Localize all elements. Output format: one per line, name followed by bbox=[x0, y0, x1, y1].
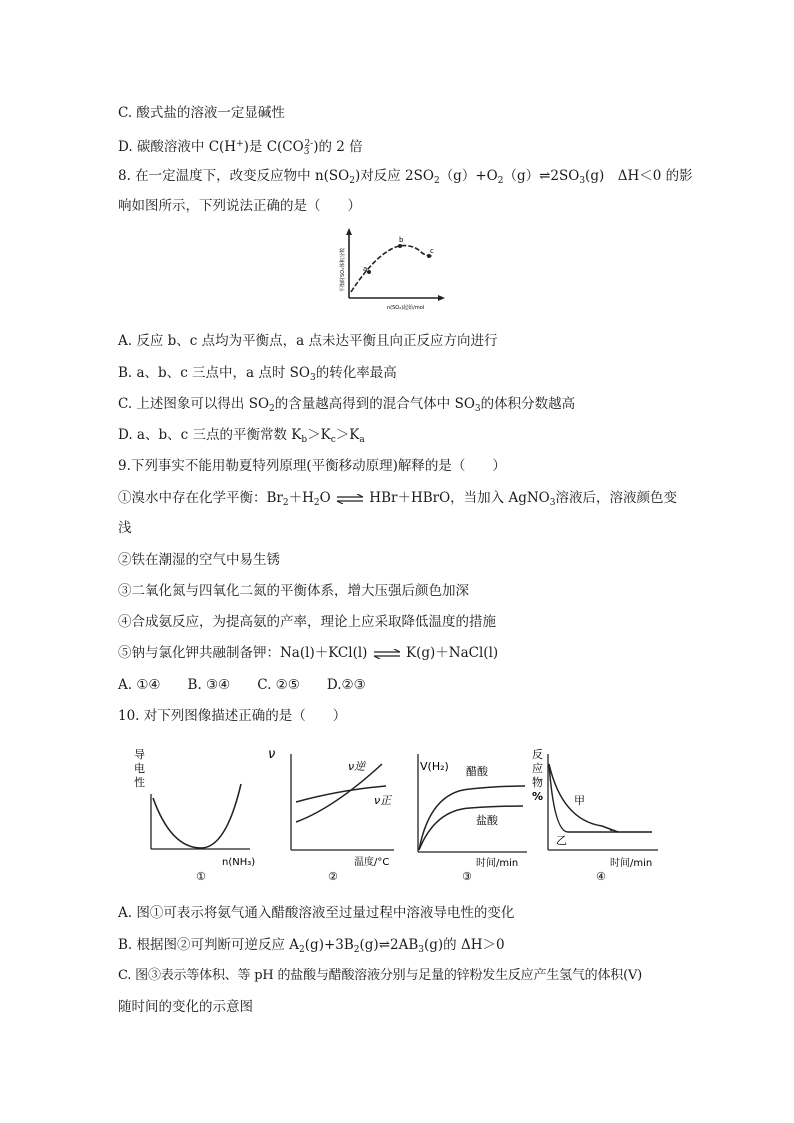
q10-option-c-line2: 随时间的变化的示意图 bbox=[118, 999, 253, 1015]
g1-ylabel-1: 导 bbox=[134, 748, 145, 761]
g4-ylabel-1: 反 bbox=[532, 748, 543, 761]
q10-graph-3 bbox=[410, 744, 535, 884]
q10-option-c: C. 图③表示等体积、等 pH 的盐酸与醋酸溶液分别与足量的锌粉发生反应产生氢气的体积(V) bbox=[118, 968, 643, 983]
g4-ylabel-4: % bbox=[532, 790, 544, 803]
g4-curve-yi bbox=[549, 764, 652, 832]
g3-number: ③ bbox=[462, 870, 472, 883]
q8-option-b: B. a、b、c 三点中，a 点时 $SO_3$的转化率最高 bbox=[118, 365, 397, 383]
g4-label-jia: 甲 bbox=[574, 794, 585, 807]
g3-ylabel: V(H₂) bbox=[420, 760, 449, 773]
q10-option-a: A. 图①可表示将氨气通入醋酸溶液至过量过程中溶液导电性的变化 bbox=[118, 905, 515, 921]
q9-item-1-line2: 浅 bbox=[118, 520, 132, 536]
q10-graph-1 bbox=[126, 744, 266, 884]
equilibrium-arrow-icon bbox=[335, 494, 365, 504]
g1-number: ① bbox=[196, 870, 206, 883]
q9-item-4: ④合成氨反应，为提高氨的产率，理论上应采取降低温度的措施 bbox=[118, 614, 496, 630]
g4-ylabel-3: 物 bbox=[532, 776, 543, 789]
g3-curve-acetic bbox=[419, 786, 525, 850]
q8-x-arrow bbox=[438, 295, 445, 301]
g1-curve bbox=[153, 784, 241, 848]
q8-y-label: 平衡时SO₃体积分数 bbox=[340, 247, 346, 292]
g4-ylabel-2: 应 bbox=[532, 762, 543, 775]
g1-xlabel: n(NH₃) bbox=[222, 857, 256, 868]
q8-label-b: b bbox=[399, 236, 404, 244]
q9-item-5: ⑤钠与氯化钾共融制备钾：Na(l)＋KCl(l) K(g)＋NaCl(l) bbox=[118, 645, 499, 661]
q10-option-b: B. 根据图②可判断可逆反应 $A_2(g)+3B_2(g)\rightleftharpoons 2AB_3(g)$的 ΔH＞0 bbox=[118, 937, 505, 955]
q8-x-label: n(SO₂)起始/mol bbox=[387, 305, 425, 311]
q8-stem-line2: 响如图所示，下列说法正确的是（ ） bbox=[118, 198, 361, 214]
q8-figure bbox=[333, 226, 463, 316]
g3-label-acetic: 醋酸 bbox=[466, 765, 488, 778]
g2-curve-v-reverse bbox=[296, 764, 382, 822]
q10-stem: 10. 对下列图像描述正确的是（ ） bbox=[118, 708, 347, 724]
g1-ylabel-2: 电 bbox=[134, 762, 145, 775]
g2-ylabel: ν bbox=[268, 747, 276, 762]
q9-item-1: ①溴水中存在化学平衡：$Br_2+H_2O$ HBr＋HBrO，当加入 AgNO$_3$溶液后，溶液颜色变 bbox=[118, 490, 677, 508]
q9-options: A. ①④ B. ③④ C. ②⑤ D.②③ bbox=[118, 677, 366, 693]
q8-option-c: C. 上述图象可以得出 $SO_2$的含量越高得到的混合气体中 $SO_3$的体积分数越高 bbox=[118, 396, 576, 414]
q8-point-b bbox=[398, 244, 402, 248]
q8-y-arrow bbox=[346, 228, 352, 235]
g2-number: ② bbox=[328, 870, 338, 883]
q8-label-c: c bbox=[430, 247, 434, 255]
q7-option-c: C. 酸式盐的溶液一定显碱性 bbox=[118, 105, 285, 121]
g3-xlabel: 时间/min bbox=[476, 858, 519, 869]
q8-option-a: A. 反应 b、c 点均为平衡点，a 点未达平衡且向正反应方向进行 bbox=[118, 333, 498, 349]
q10-graph-2 bbox=[264, 744, 404, 884]
g4-xlabel: 时间/min bbox=[610, 858, 653, 869]
q9-stem: 9.下列事实不能用勒夏特列原理(平衡移动原理)解释的是（ ） bbox=[118, 458, 506, 474]
q7-option-d: D. 碳酸溶液中 C(H+)是 $C(CO_3^{2-})$的 2 倍 bbox=[118, 139, 363, 157]
q9-item-2: ②铁在潮湿的空气中易生锈 bbox=[118, 552, 280, 568]
q8-option-d: D. a、b、c 三点的平衡常数 $K_b>K_c>K_a$ bbox=[118, 427, 365, 445]
g4-number: ④ bbox=[596, 870, 606, 883]
g2-label-v-forward: ν正 bbox=[374, 794, 392, 807]
q10-graph-4 bbox=[528, 744, 668, 884]
g2-curve-v-forward bbox=[296, 786, 386, 802]
equilibrium-arrow-icon bbox=[372, 649, 402, 659]
g2-label-v-reverse: ν逆 bbox=[348, 760, 366, 773]
q9-item-3: ③二氧化氮与四氧化二氮的平衡体系，增大压强后颜色加深 bbox=[118, 583, 469, 599]
g1-ylabel-3: 性 bbox=[134, 776, 145, 789]
g3-curve-hcl bbox=[419, 806, 523, 850]
q8-label-a: a bbox=[363, 265, 368, 273]
q8-point-a bbox=[367, 270, 371, 274]
g4-label-yi: 乙 bbox=[556, 834, 567, 847]
g3-label-hcl: 盐酸 bbox=[476, 814, 498, 827]
q8-stem: 8. 在一定温度下，改变反应物中 $n(SO_2)$对反应 $2SO_2(g)+O_2(g)\rightleftharpoons 2SO_3(g)$ ΔH＜0 的影 bbox=[118, 168, 693, 186]
g2-xlabel: 温度/°C bbox=[354, 857, 390, 868]
